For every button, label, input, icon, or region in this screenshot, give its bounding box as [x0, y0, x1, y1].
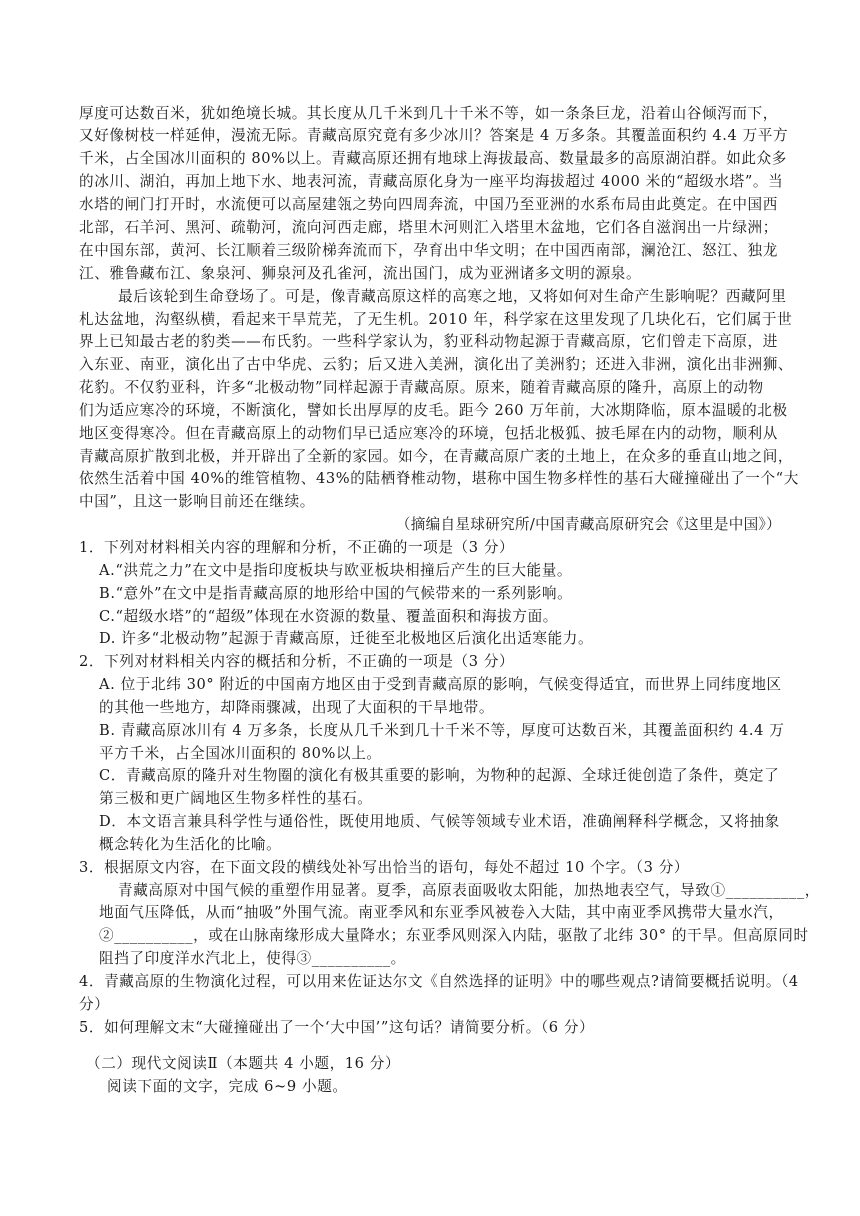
- passage-line: 又好像树枝一样延伸，漫流无际。青藏高原究竟有多少冰川？答案是 4 万多条。其覆盖面积约 4.4 万平方: [79, 127, 789, 144]
- question-2-option-c: C．青藏高原的隆升对生物圈的演化有极其重要的影响，为物种的起源、全球迁徙创造了条件，奠定了: [99, 767, 780, 784]
- question-1-option-b: B.“意外”在文中是指青藏高原的地形给中国的气候带来的一系列影响。: [99, 585, 573, 602]
- question-2-option-d: 概念转化为生活化的比喻。: [99, 836, 282, 853]
- question-4-stem: 4．青藏高原的生物演化过程，可以用来佐证达尔文《自然选择的证明》中的哪些观点?请简要概括说明。（4: [79, 973, 799, 990]
- passage-line: 江、雅鲁藏布江、象泉河、狮泉河及孔雀河，流出国门，成为亚洲诸多文明的源泉。: [79, 265, 642, 282]
- question-3-text: 阻挡了印度洋水汽北上，使得③__________。: [99, 950, 406, 967]
- question-2-stem: 2．下列对材料相关内容的概括和分析，不正确的一项是（3 分）: [79, 653, 515, 670]
- question-1-option-c: C.“超级水塔”的“超级”体现在水资源的数量、覆盖面积和海拔方面。: [99, 608, 558, 625]
- passage-line: 的冰川、湖泊，再加上地下水、地表河流，青藏高原化身为一座平均海拔超过 4000 米的“超级水塔”。当: [79, 173, 784, 190]
- question-3-text: 地面气压降低，从而“抽吸”外围气流。南亚季风和东亚季风被卷入大陆，其中南亚季风携带大量水汽，: [99, 904, 784, 921]
- passage-line: 北部，石羊河、黑河、疏勒河，流向河西走廊，塔里木河则汇入塔里木盆地，它们各自滋润出一片绿洲；: [79, 219, 778, 236]
- question-1-option-d: D. 许多“北极动物”起源于青藏高原，迁徙至北极地区后演化出适寒能力。: [99, 630, 594, 647]
- section-heading: （二）现代文阅读Ⅱ（本题共 4 小题，16 分）: [86, 1055, 401, 1072]
- passage-line: 界上已知最古老的豹类——布氏豹。一些科学家认为，豹亚科动物起源于青藏高原，它们曾走下高原，进: [79, 333, 778, 350]
- passage-line: 入东亚、南亚，演化出了古中华虎、云豹；后又进入美洲，演化出了美洲豹；还进入非洲，演化出非洲狮、: [79, 356, 794, 373]
- question-2-option-b: B. 青藏高原冰川有 4 万多条，长度从几千米到几十千米不等，厚度可达数百米，其覆盖面积约 4.4 万: [99, 722, 785, 739]
- passage-line: 水塔的闸门打开时，水流便可以高屋建瓴之势向四周奔流，中国乃至亚洲的水系布局由此奠定。在中国西: [79, 196, 778, 213]
- passage-line: 在中国东部，黄河、长江顺着三级阶梯奔流而下，孕育出中华文明；在中国西南部，澜沧江、怒江、独龙: [79, 242, 778, 259]
- passage-line: 中国”，且这一影响目前还在继续。: [79, 493, 315, 510]
- question-2-option-c: 第三极和更广阔地区生物多样性的基石。: [99, 790, 373, 807]
- question-1-option-a: A.“洪荒之力”在文中是指印度板块与欧亚板块相撞后产生的巨大能量。: [99, 562, 573, 579]
- passage-line: 花豹。不仅豹亚科，许多“北极动物”同样起源于青藏高原。原来，随着青藏高原的隆升，高原上的动物: [79, 379, 764, 396]
- passage-line: 地区变得寒冷。但在青藏高原上的动物们早已适应寒冷的环境，包括北极狐、披毛犀在内的动物，顺利从: [79, 425, 778, 442]
- source-citation: （摘编自星球研究所/中国青藏高原研究会《这里是中国》）: [395, 516, 781, 533]
- question-2-option-d: D．本文语言兼具科学性与通俗性，既使用地质、气候等领域专业术语，准确阐释科学概念，又将抽象: [99, 813, 780, 830]
- passage-line: 札达盆地，沟壑纵横，看起来干旱荒芜，了无生机。2010 年，科学家在这里发现了几块化石，它们属于世: [79, 311, 793, 328]
- question-2-option-b: 平方千米，占全国冰川面积的 80%以上。: [99, 745, 382, 762]
- passage-line: 青藏高原扩散到北极，并开辟出了全新的家园。如今，在青藏高原广袤的土地上，在众多的垂直山地之间，: [79, 448, 794, 465]
- question-3-text: ②__________，或在山脉南缘形成大量降水；东亚季风则深入内陆，驱散了北纬 30° 的干旱。但高原同时: [99, 927, 809, 944]
- question-5-stem: 5．如何理解文末“大碰撞碰出了一个‘大中国’”这句话？请简要分析。（6 分）: [79, 1019, 595, 1036]
- passage-line: 千米，占全国冰川面积的 80%以上。青藏高原还拥有地球上海拔最高、数量最多的高原湖泊群。如此众多: [79, 150, 788, 167]
- question-2-option-a: A. 位于北纬 30° 附近的中国南方地区由于受到青藏高原的影响，气候变得适宜，而世界上同纬度地区: [99, 676, 782, 693]
- question-4-stem: 分）: [79, 996, 110, 1013]
- section-instruction: 阅读下面的文字，完成 6~9 小题。: [107, 1078, 348, 1095]
- passage-line: 最后该轮到生命登场了。可是，像青藏高原这样的高寒之地，又将如何对生命产生影响呢？西藏阿里: [118, 288, 787, 305]
- passage-line: 厚度可达数百米，犹如绝境长城。其长度从几千米到几十千米不等，如一条条巨龙，沿着山谷倾泻而下，: [79, 105, 778, 122]
- passage-line: 们为适应寒冷的环境，不断演化，譬如长出厚厚的皮毛。距今 260 万年前，大冰期降临，原本温暖的北极: [79, 402, 788, 419]
- passage-line: 依然生活着中国 40%的维管植物、43%的陆栖脊椎动物，堪称中国生物多样性的基石大碰撞碰出了一个“大: [79, 470, 799, 487]
- question-3-text: 青藏高原对中国气候的重塑作用显著。夏季，高原表面吸收太阳能，加热地表空气，导致①__________，: [118, 882, 820, 899]
- question-1-stem: 1．下列对材料相关内容的理解和分析，不正确的一项是（3 分）: [79, 539, 515, 556]
- question-2-option-a: 的其他一些地方，却降雨骤减，出现了大面积的干旱地带。: [99, 699, 495, 716]
- question-3-stem: 3．根据原文内容，在下面文段的横线处补写出恰当的语句，每处不超过 10 个字。（3 分）: [79, 859, 690, 876]
